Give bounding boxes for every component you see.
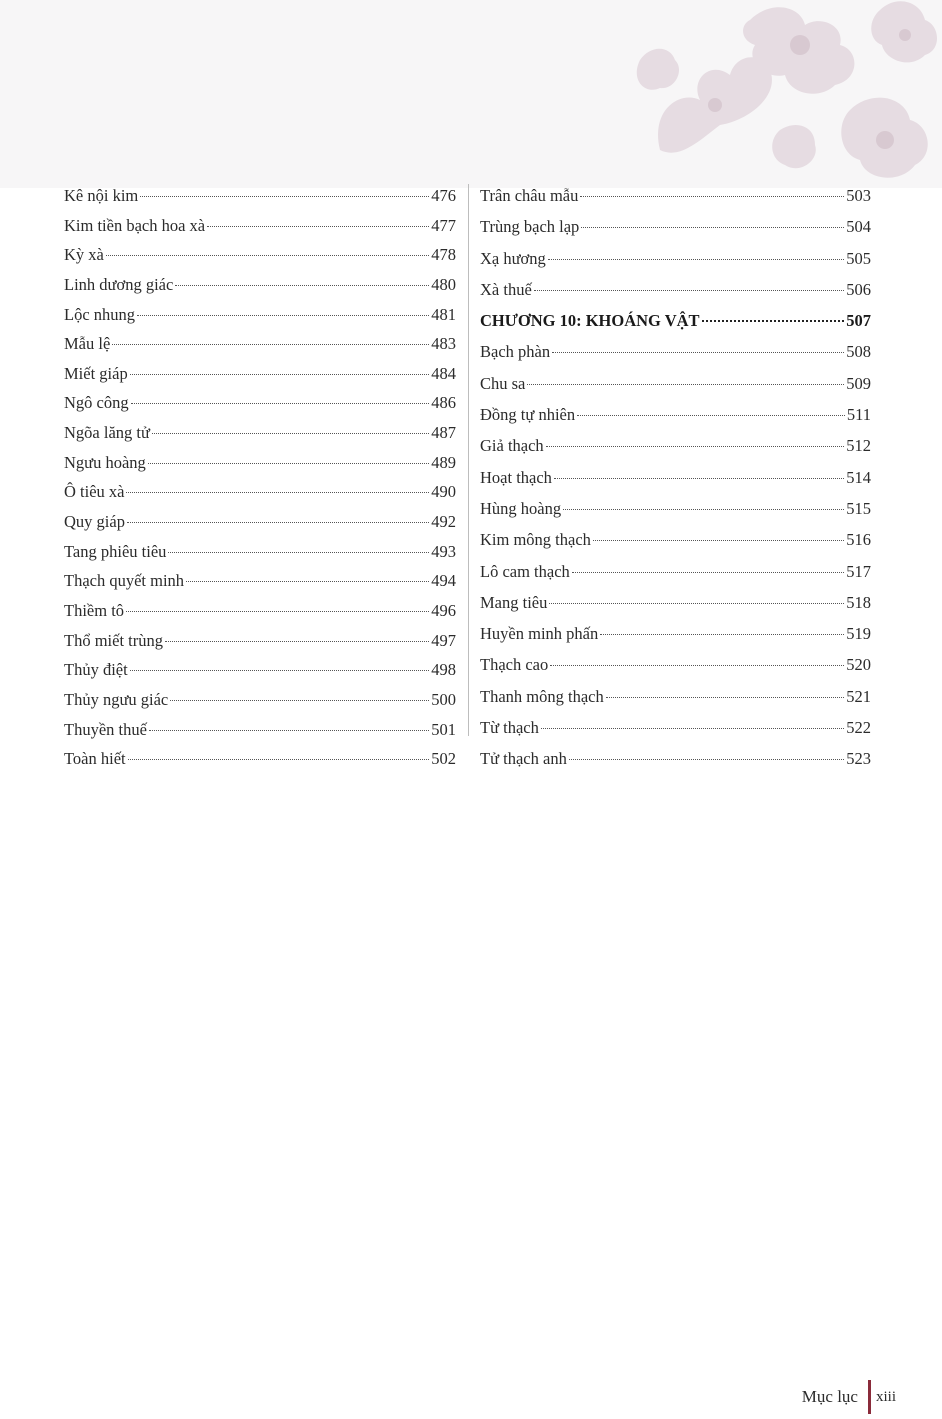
toc-entry-title: Ô tiêu xà [64, 482, 125, 502]
toc-entry-title: Lô cam thạch [480, 561, 570, 581]
dot-leader [137, 315, 429, 316]
toc-entry-page: 498 [431, 660, 456, 680]
toc-entry [64, 391, 456, 421]
toc-entry-page: 505 [846, 248, 871, 268]
dot-leader [600, 634, 844, 635]
dot-leader [563, 509, 844, 510]
toc-column-right [480, 184, 871, 779]
dot-leader [148, 463, 429, 464]
dot-leader [546, 446, 845, 447]
toc-entry-page: 518 [846, 592, 871, 612]
toc-entry [480, 278, 871, 309]
toc-entry [480, 403, 871, 434]
toc-entry-title: Thạch quyết minh [64, 571, 185, 591]
dot-leader [580, 196, 844, 197]
dot-leader [554, 478, 844, 479]
dot-leader [207, 226, 429, 227]
toc-entry-title: Từ thạch [480, 718, 539, 738]
toc-entry [64, 243, 456, 273]
dot-leader [569, 759, 844, 760]
toc-entry-page: 519 [846, 624, 871, 644]
toc-entry-title: Thủy điệt [64, 660, 128, 680]
toc-entry-title: CHƯƠNG 10: KHOÁNG VẬT [480, 311, 700, 331]
toc-entry-title: Kỳ xà [64, 245, 104, 265]
toc-entry-title: Xà thuế [480, 279, 532, 299]
toc-entry-title: Quy giáp [64, 512, 125, 532]
toc-entry-page: 477 [431, 215, 456, 235]
toc-entry-title: Trùng bạch lạp [480, 217, 580, 237]
toc-entry [64, 184, 456, 214]
toc-entry-page: 509 [846, 373, 871, 393]
toc-entry-page: 496 [431, 600, 456, 620]
toc-column-left [64, 184, 456, 777]
dot-leader [127, 522, 429, 523]
toc-entry [64, 362, 456, 392]
toc-entry-title: Ngưu hoàng [64, 452, 146, 472]
toc-entry-page: 492 [431, 512, 456, 532]
toc-entry [64, 747, 456, 777]
toc-entry-page: 486 [431, 393, 456, 413]
toc-entry [480, 466, 871, 497]
toc-entry [64, 510, 456, 540]
dot-leader [152, 433, 429, 434]
toc-entry-title: Mẫu lệ [64, 334, 111, 354]
toc-entry-title: Thanh mông thạch [480, 686, 604, 706]
toc-entry-page: 517 [846, 561, 871, 581]
toc-entry-title: Chu sa [480, 373, 526, 393]
toc-entry-page: 489 [431, 452, 456, 472]
toc-entry [64, 332, 456, 362]
toc-entry-page: 497 [431, 630, 456, 650]
toc-entry-page: 500 [431, 689, 456, 709]
toc-entry-page: 480 [431, 274, 456, 294]
toc-entry [64, 688, 456, 718]
toc-entry-title: Mang tiêu [480, 592, 548, 612]
toc-entry-title: Miết giáp [64, 363, 128, 383]
toc-entry [480, 716, 871, 747]
dot-leader [165, 641, 429, 642]
footer-page-number: xiii [875, 1388, 896, 1405]
column-divider [468, 184, 469, 736]
dot-leader [534, 290, 844, 291]
toc-entry [64, 599, 456, 629]
dot-leader [541, 728, 844, 729]
toc-entry [480, 591, 871, 622]
toc-entry [64, 480, 456, 510]
toc-entry [480, 622, 871, 653]
toc-entry-title: Ngô công [64, 393, 129, 413]
dot-leader [552, 352, 844, 353]
toc-entry-page: 504 [846, 217, 871, 237]
toc-entry [64, 421, 456, 451]
toc-entry-page: 476 [431, 186, 456, 205]
toc-entry-page: 494 [431, 571, 456, 591]
toc-entry-title: Hùng hoàng [480, 498, 562, 518]
dot-leader [527, 384, 844, 385]
toc-entry-page: 483 [431, 334, 456, 354]
floral-ornament-icon [620, 0, 942, 188]
dot-leader [702, 320, 845, 322]
toc-entry-page: 502 [431, 749, 456, 769]
toc-entry-page: 507 [846, 311, 871, 331]
toc-entry-title: Linh dương giác [64, 274, 174, 294]
toc-entry [64, 540, 456, 570]
dot-leader [572, 572, 844, 573]
toc-entry-title: Kim mông thạch [480, 530, 591, 550]
footer-section-label: Mục lục [801, 1387, 858, 1406]
dot-leader [130, 374, 430, 375]
toc-entry [64, 273, 456, 303]
toc-entry-page: 487 [431, 423, 456, 443]
toc-entry [64, 718, 456, 748]
dot-leader [170, 700, 429, 701]
toc-entry-title: Thiềm tô [64, 600, 125, 620]
toc-entry-title: Xạ hương [480, 248, 546, 268]
dot-leader [175, 285, 429, 286]
toc-entry [64, 569, 456, 599]
dot-leader [548, 259, 844, 260]
dot-leader [126, 611, 429, 612]
toc-entry-page: 511 [846, 405, 871, 425]
dot-leader [106, 255, 429, 256]
toc-entry [480, 528, 871, 559]
toc-entry-page: 490 [431, 482, 456, 502]
toc-entry [480, 434, 871, 465]
toc-entry [480, 653, 871, 684]
toc-entry-title: Thạch cao [480, 655, 549, 675]
toc-entry [480, 560, 871, 591]
toc-entry-title: Kê nội kim [64, 186, 139, 205]
dot-leader [168, 552, 429, 553]
toc-entry [480, 685, 871, 716]
toc-entry-page: 508 [846, 342, 871, 362]
toc-entry-title: Lộc nhung [64, 304, 136, 324]
toc-entry [64, 451, 456, 481]
toc-entry-page: 512 [846, 436, 871, 456]
toc-entry-page: 521 [846, 686, 871, 706]
toc-entry [64, 629, 456, 659]
dot-leader [149, 730, 429, 731]
toc-entry-page: 516 [846, 530, 871, 550]
toc-entry-page: 481 [431, 304, 456, 324]
toc-entry [64, 214, 456, 244]
toc-entry-title: Đồng tự nhiên [480, 405, 576, 425]
toc-entry [480, 747, 871, 778]
dot-leader [581, 227, 844, 228]
toc-entry [480, 372, 871, 403]
toc-entry-page: 515 [846, 498, 871, 518]
page-footer [802, 1380, 896, 1414]
dot-leader [186, 581, 429, 582]
toc-entry [480, 497, 871, 528]
dot-leader [606, 697, 845, 698]
toc-entry-page: 501 [431, 719, 456, 739]
toc-entry-title: Trân châu mẫu [480, 186, 579, 205]
footer-accent-bar [868, 1380, 871, 1414]
toc-entry-page: 523 [846, 749, 871, 769]
toc-entry [64, 658, 456, 688]
dot-leader [549, 603, 844, 604]
toc-chapter-heading [480, 309, 871, 340]
toc-entry-page: 514 [846, 467, 871, 487]
toc-entry [480, 215, 871, 246]
toc-entry-title: Huyền minh phấn [480, 624, 599, 644]
dot-leader [593, 540, 844, 541]
toc-entry [480, 247, 871, 278]
toc-entry-title: Ngõa lăng tử [64, 423, 150, 443]
dot-leader [126, 492, 429, 493]
toc-entry [480, 184, 871, 215]
toc-entry-page: 493 [431, 541, 456, 561]
toc-entry-page: 506 [846, 279, 871, 299]
dot-leader [112, 344, 429, 345]
toc-entry-title: Kim tiền bạch hoa xà [64, 215, 206, 235]
toc-entry-title: Toàn hiết [64, 749, 126, 769]
toc-entry-title: Hoạt thạch [480, 467, 552, 487]
toc-entry-title: Giả thạch [480, 436, 544, 456]
toc-entry-title: Thủy ngưu giác [64, 689, 169, 709]
dot-leader [577, 415, 845, 416]
dot-leader [140, 196, 429, 197]
dot-leader [131, 403, 430, 404]
toc-entry-title: Bạch phàn [480, 342, 551, 362]
toc-entry-page: 503 [846, 186, 871, 205]
toc-entry [64, 303, 456, 333]
toc-entry-page: 484 [431, 363, 456, 383]
toc-entry-page: 522 [846, 718, 871, 738]
toc-entry [480, 340, 871, 371]
toc-entry-page: 520 [846, 655, 871, 675]
toc-entry-page: 478 [431, 245, 456, 265]
toc-entry-title: Tử thạch anh [480, 749, 567, 769]
dot-leader [130, 670, 430, 671]
toc-entry-title: Thuyền thuế [64, 719, 147, 739]
dot-leader [128, 759, 430, 760]
toc-entry-title: Tang phiêu tiêu [64, 541, 167, 561]
toc-entry-title: Thổ miết trùng [64, 630, 163, 650]
dot-leader [550, 665, 844, 666]
